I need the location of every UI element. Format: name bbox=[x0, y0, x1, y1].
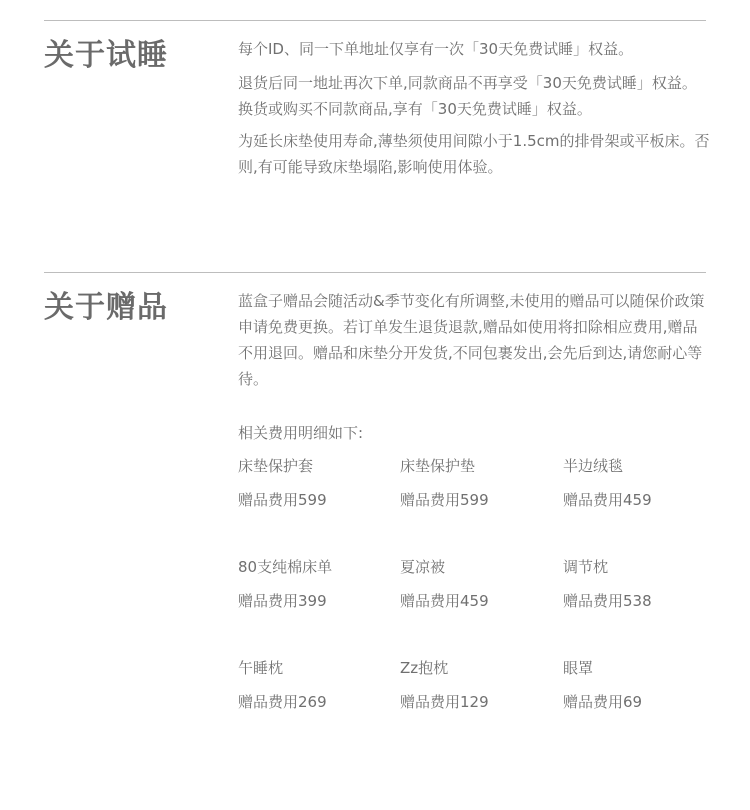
gift-fee: 赠品费用599 bbox=[238, 491, 327, 509]
gift-name: 午睡枕 bbox=[238, 659, 284, 677]
gift-fee: 赠品费用459 bbox=[400, 592, 489, 610]
gift-fee: 赠品费用599 bbox=[400, 491, 489, 509]
trial-paragraph-3: 为延长床垫使用寿命,薄垫须使用间隙小于1.5cm的排骨架或平板床。否则,有可能导致床垫塌陷,影响使用体验。 bbox=[238, 132, 710, 176]
gift-name: Zz抱枕 bbox=[400, 659, 449, 677]
trial-section-title: 关于试睡 bbox=[44, 38, 168, 73]
gift-fee: 赠品费用129 bbox=[400, 693, 489, 711]
gift-name: 半边绒毯 bbox=[563, 457, 624, 475]
gift-name: 床垫保护套 bbox=[238, 457, 314, 475]
gift-name: 调节枕 bbox=[563, 558, 609, 576]
gift-item bbox=[238, 658, 398, 712]
gift-name: 夏凉被 bbox=[400, 558, 446, 576]
gift-fee: 赠品费用69 bbox=[563, 693, 643, 711]
trial-paragraph-1: 每个ID、同一下单地址仅享有一次「30天免费试睡」权益。 bbox=[238, 40, 634, 58]
gift-item bbox=[238, 557, 398, 611]
gift-name: 床垫保护垫 bbox=[400, 457, 476, 475]
gift-fee: 赠品费用399 bbox=[238, 592, 327, 610]
gift-item bbox=[563, 658, 723, 712]
gift-name: 眼罩 bbox=[563, 659, 594, 677]
gift-name: 80支纯棉床单 bbox=[238, 558, 333, 576]
top-divider bbox=[44, 20, 706, 21]
gift-fee: 赠品费用269 bbox=[238, 693, 327, 711]
gift-item bbox=[563, 557, 723, 611]
gift-fee: 赠品费用538 bbox=[563, 592, 652, 610]
gift-item bbox=[563, 456, 723, 510]
gift-item bbox=[400, 456, 560, 510]
gifts-divider bbox=[44, 272, 706, 273]
gift-item bbox=[238, 456, 398, 510]
gifts-paragraph: 蓝盒子赠品会随活动&季节变化有所调整,未使用的赠品可以随保价政策申请免费更换。若订单发生退货退款,赠品如使用将扣除相应费用,赠品不用退回。赠品和床垫分开发货,不同包裹发出,会先后到达,请您耐心等待。 bbox=[238, 292, 705, 388]
gifts-section-title: 关于赠品 bbox=[44, 290, 168, 325]
trial-paragraph-2: 退货后同一地址再次下单,同款商品不再享受「30天免费试睡」权益。换货或购买不同款商品,享有「30天免费试睡」权益。 bbox=[238, 74, 697, 118]
cost-details-heading: 相关费用明细如下: bbox=[238, 424, 364, 442]
gift-item bbox=[400, 557, 560, 611]
gift-item bbox=[400, 658, 560, 712]
gift-fee: 赠品费用459 bbox=[563, 491, 652, 509]
